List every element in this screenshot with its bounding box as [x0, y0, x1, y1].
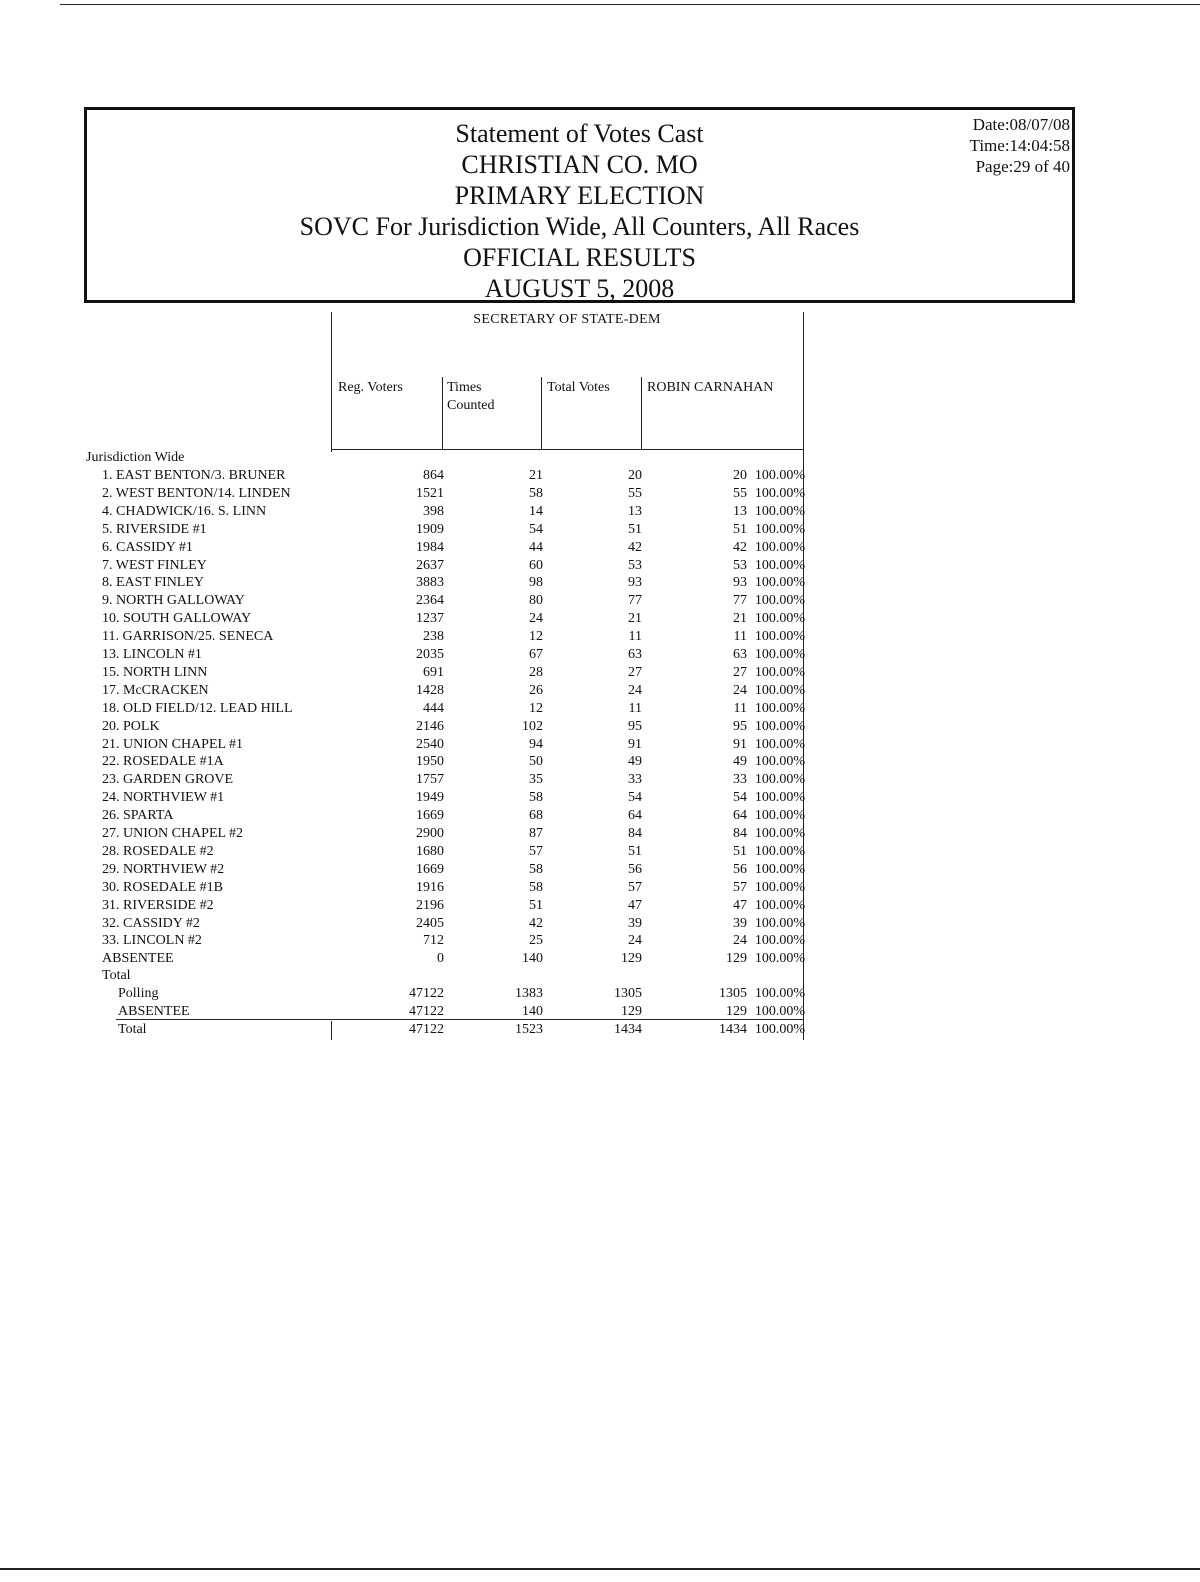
- row-name: 6. CASSIDY #1: [102, 539, 193, 555]
- total-votes-value: 24: [628, 682, 642, 698]
- total-votes-value: 84: [628, 826, 642, 841]
- candidate-percent-value: 100.00%: [754, 575, 805, 591]
- row-name: 13. LINCOLN #1: [102, 647, 202, 662]
- candidate-percent-value: 100.00%: [754, 826, 805, 841]
- row-name: 11. GARRISON/25. SENECA: [102, 629, 274, 645]
- county-name: CHRISTIAN CO. MO: [461, 150, 698, 179]
- total-votes-value: 21: [628, 611, 642, 627]
- times-counted-value: 51: [529, 897, 543, 913]
- total-votes-value: 42: [628, 539, 642, 555]
- reg-voters-value: 3883: [416, 575, 444, 591]
- times-counted-value: 25: [529, 933, 543, 949]
- times-counted-value: 26: [529, 682, 543, 698]
- total-votes-value: 53: [628, 557, 642, 573]
- reg-voters-value: 1949: [416, 790, 444, 806]
- row-name: ABSENTEE: [118, 1004, 190, 1019]
- total-votes-value: 64: [628, 808, 642, 824]
- row-name: 15. NORTH LINN: [102, 664, 208, 680]
- table-row: [0, 467, 810, 485]
- candidate-percent-value: 100.00%: [754, 521, 805, 537]
- row-name: 31. RIVERSIDE #2: [102, 897, 214, 913]
- row-name: 23. GARDEN GROVE: [102, 772, 234, 788]
- row-name: 24. NORTHVIEW #1: [102, 790, 225, 806]
- reg-voters-value: 1237: [416, 611, 444, 627]
- times-counted-value: 98: [529, 575, 543, 591]
- totals-label-row: [0, 967, 810, 985]
- reg-voters-value: 238: [423, 629, 444, 645]
- total-underline: [116, 1019, 804, 1020]
- candidate-percent-value: 100.00%: [754, 754, 805, 770]
- times-counted-value: 12: [529, 700, 543, 716]
- row-name: Polling: [118, 986, 159, 1001]
- table-row: [0, 646, 810, 664]
- total-votes-value: 63: [628, 647, 642, 662]
- reg-voters-value: 1757: [416, 772, 444, 788]
- table-row: [0, 503, 810, 521]
- candidate-percent-value: 100.00%: [754, 485, 805, 501]
- row-name: 9. NORTH GALLOWAY: [102, 593, 245, 609]
- candidate-votes-value: 95: [733, 718, 747, 734]
- candidate-votes-value: 39: [733, 915, 747, 931]
- total-votes-value: 55: [628, 485, 642, 501]
- reg-voters-value: 2035: [416, 647, 444, 662]
- row-name: 26. SPARTA: [102, 808, 174, 824]
- report-title-block: [87, 118, 1072, 304]
- table-row: [0, 1021, 810, 1039]
- times-counted-value: 80: [529, 593, 543, 609]
- row-name: 30. ROSEDALE #1B: [102, 879, 223, 895]
- candidate-votes-value: 84: [733, 826, 747, 841]
- total-votes-value: 57: [628, 879, 642, 895]
- row-name: 10. SOUTH GALLOWAY: [102, 611, 252, 627]
- times-counted-value: 1383: [515, 986, 543, 1001]
- candidate-percent-value: 100.00%: [754, 951, 805, 967]
- reg-voters-value: 1950: [416, 754, 444, 770]
- reg-voters-value: 1521: [416, 485, 444, 501]
- col-header-reg-voters: Reg. Voters: [338, 380, 403, 395]
- table-row: [0, 985, 810, 1003]
- candidate-votes-value: 56: [733, 861, 747, 877]
- candidate-percent-value: 100.00%: [754, 843, 805, 859]
- table-row: [0, 485, 810, 503]
- total-votes-value: 129: [621, 1004, 642, 1019]
- col-divider-times: [442, 377, 443, 450]
- table-row: [0, 718, 810, 736]
- candidate-votes-value: 55: [733, 485, 747, 501]
- candidate-votes-value: 63: [733, 647, 747, 662]
- candidate-votes-value: 1305: [719, 986, 747, 1001]
- row-name: 8. EAST FINLEY: [102, 575, 205, 591]
- row-name: 20. POLK: [102, 718, 160, 734]
- page-number: Page:29 of 40: [975, 157, 1070, 176]
- table-row: [0, 736, 810, 754]
- times-counted-value: 14: [529, 503, 543, 519]
- candidate-votes-value: 129: [726, 1004, 747, 1019]
- reg-voters-value: 47122: [409, 986, 444, 1001]
- reg-voters-value: 864: [423, 468, 444, 483]
- candidate-percent-value: 100.00%: [754, 897, 805, 913]
- times-counted-value: 58: [529, 879, 543, 895]
- candidate-votes-value: 54: [733, 790, 747, 806]
- col-divider-candidate: [641, 377, 642, 450]
- candidate-percent-value: 100.00%: [754, 986, 805, 1001]
- candidate-votes-value: 91: [733, 736, 747, 752]
- times-counted-value: 12: [529, 629, 543, 645]
- candidate-votes-value: 24: [733, 933, 747, 949]
- col-header-candidate: ROBIN CARNAHAN: [647, 380, 774, 395]
- candidate-percent-value: 100.00%: [754, 664, 805, 680]
- times-counted-value: 67: [529, 647, 543, 662]
- times-counted-value: 68: [529, 808, 543, 824]
- total-votes-value: 24: [628, 933, 642, 949]
- row-name: ABSENTEE: [102, 951, 174, 967]
- candidate-percent-value: 100.00%: [754, 557, 805, 573]
- candidate-votes-value: 33: [733, 772, 747, 788]
- candidate-votes-value: 51: [733, 843, 747, 859]
- table-row: [0, 521, 810, 539]
- table-row: [0, 879, 810, 897]
- candidate-percent-value: 100.00%: [754, 772, 805, 788]
- reg-voters-value: 2364: [416, 593, 444, 609]
- candidate-votes-value: 47: [733, 897, 747, 913]
- candidate-percent-value: 100.00%: [754, 861, 805, 877]
- candidate-votes-value: 51: [733, 521, 747, 537]
- candidate-votes-value: 21: [733, 611, 747, 627]
- table-row: [0, 592, 810, 610]
- total-votes-value: 11: [628, 700, 642, 716]
- reg-voters-value: 2146: [416, 718, 444, 734]
- table-row: [0, 789, 810, 807]
- times-counted-value: 21: [529, 468, 543, 483]
- times-counted-value: 54: [529, 521, 543, 537]
- section-label-row: [0, 449, 810, 467]
- table-row: [0, 539, 810, 557]
- candidate-percent-value: 100.00%: [754, 933, 805, 949]
- candidate-percent-value: 100.00%: [754, 611, 805, 627]
- results-status: OFFICIAL RESULTS: [463, 243, 696, 272]
- reg-voters-value: 444: [423, 700, 444, 716]
- row-name: 21. UNION CHAPEL #1: [102, 736, 244, 752]
- reg-voters-value: 2637: [416, 557, 444, 573]
- table-row: [0, 932, 810, 950]
- row-name: 28. ROSEDALE #2: [102, 843, 214, 859]
- candidate-percent-value: 100.00%: [754, 1022, 805, 1037]
- reg-voters-value: 47122: [409, 1004, 444, 1019]
- times-counted-value: 50: [529, 754, 543, 770]
- row-name: 18. OLD FIELD/12. LEAD HILL: [102, 700, 293, 716]
- candidate-votes-value: 77: [733, 593, 747, 609]
- candidate-votes-value: 1434: [719, 1022, 747, 1037]
- times-counted-value: 60: [529, 557, 543, 573]
- times-counted-value: 24: [529, 611, 543, 627]
- candidate-percent-value: 100.00%: [754, 503, 805, 519]
- row-name: 33. LINCOLN #2: [102, 933, 202, 949]
- table-row: [0, 843, 810, 861]
- total-votes-value: 1434: [614, 1022, 642, 1037]
- race-title: SECRETARY OF STATE-DEM: [473, 312, 661, 327]
- candidate-percent-value: 100.00%: [754, 629, 805, 645]
- candidate-votes-value: 64: [733, 808, 747, 824]
- times-counted-value: 57: [529, 843, 543, 859]
- total-votes-value: 51: [628, 521, 642, 537]
- table-row: [0, 664, 810, 682]
- times-counted-value: 42: [529, 915, 543, 931]
- total-votes-value: 93: [628, 575, 642, 591]
- candidate-percent-value: 100.00%: [754, 808, 805, 824]
- candidate-votes-value: 57: [733, 879, 747, 895]
- total-votes-value: 1305: [614, 986, 642, 1001]
- times-counted-value: 102: [522, 718, 543, 734]
- table-row: [0, 825, 810, 843]
- reg-voters-value: 2405: [416, 915, 444, 931]
- candidate-percent-value: 100.00%: [754, 647, 805, 662]
- candidate-percent-value: 100.00%: [754, 1004, 805, 1019]
- row-name: 27. UNION CHAPEL #2: [102, 826, 244, 841]
- reg-voters-value: 712: [423, 933, 444, 949]
- times-counted-value: 140: [522, 1004, 543, 1019]
- report-title: Statement of Votes Cast: [455, 119, 704, 148]
- total-votes-value: 129: [621, 951, 642, 967]
- col-header-times-counted: [447, 379, 494, 415]
- candidate-votes-value: 42: [733, 539, 747, 555]
- reg-voters-value: 1669: [416, 861, 444, 877]
- candidate-percent-value: 100.00%: [754, 700, 805, 716]
- col-divider-total: [541, 377, 542, 450]
- total-votes-value: 13: [628, 503, 642, 519]
- total-votes-value: 77: [628, 593, 642, 609]
- table-left-rule: [331, 312, 332, 452]
- candidate-votes-value: 93: [733, 575, 747, 591]
- row-name: 22. ROSEDALE #1A: [102, 754, 224, 770]
- table-row: [0, 771, 810, 789]
- times-counted-value: 87: [529, 826, 543, 841]
- times-counted-value: 94: [529, 736, 543, 752]
- reg-voters-value: 2900: [416, 826, 444, 841]
- times-counted-value: 44: [529, 539, 543, 555]
- reg-voters-value: 1984: [416, 539, 444, 555]
- reg-voters-value: 1680: [416, 843, 444, 859]
- col-header-total-votes: Total Votes: [547, 380, 610, 395]
- total-votes-value: 54: [628, 790, 642, 806]
- reg-voters-value: 1916: [416, 879, 444, 895]
- reg-voters-value: 1428: [416, 682, 444, 698]
- candidate-votes-value: 20: [733, 468, 747, 483]
- table-row: [0, 915, 810, 933]
- row-name: 2. WEST BENTON/14. LINDEN: [102, 485, 291, 501]
- row-name: 4. CHADWICK/16. S. LINN: [102, 503, 267, 519]
- candidate-votes-value: 49: [733, 754, 747, 770]
- candidate-votes-value: 27: [733, 664, 747, 680]
- total-votes-value: 11: [628, 629, 642, 645]
- times-counted-value: 58: [529, 861, 543, 877]
- table-row: [0, 861, 810, 879]
- report-stamp: [970, 114, 1070, 177]
- candidate-percent-value: 100.00%: [754, 790, 805, 806]
- times-counted-value: 58: [529, 485, 543, 501]
- table-row: [0, 807, 810, 825]
- row-name: Total: [118, 1022, 147, 1037]
- total-votes-value: 27: [628, 664, 642, 680]
- print-date: Date:08/07/08: [972, 115, 1070, 134]
- times-counted-value: 140: [522, 951, 543, 967]
- reg-voters-value: 691: [423, 664, 444, 680]
- col-header-times-line1: Times: [447, 380, 482, 395]
- reg-voters-value: 0: [437, 951, 444, 967]
- reg-voters-value: 2540: [416, 736, 444, 752]
- candidate-percent-value: 100.00%: [754, 736, 805, 752]
- table-row: [0, 700, 810, 718]
- total-votes-value: 47: [628, 897, 642, 913]
- reg-voters-value: 2196: [416, 897, 444, 913]
- table-row: [0, 950, 810, 968]
- totals-label: Total: [102, 968, 131, 983]
- report-scope: SOVC For Jurisdiction Wide, All Counters, All Races: [299, 212, 860, 241]
- table-row: [0, 557, 810, 575]
- top-rule: [60, 4, 1200, 5]
- total-left-tick: [331, 1021, 332, 1040]
- table-row: [0, 682, 810, 700]
- candidate-votes-value: 53: [733, 557, 747, 573]
- times-counted-value: 1523: [515, 1022, 543, 1037]
- total-votes-value: 56: [628, 861, 642, 877]
- candidate-percent-value: 100.00%: [754, 682, 805, 698]
- candidate-votes-value: 11: [733, 629, 747, 645]
- table-row: [0, 628, 810, 646]
- election-date: AUGUST 5, 2008: [484, 274, 675, 303]
- row-name: 32. CASSIDY #2: [102, 915, 200, 931]
- election-name: PRIMARY ELECTION: [454, 181, 705, 210]
- reg-voters-value: 398: [423, 503, 444, 519]
- section-label: Jurisdiction Wide: [86, 450, 185, 465]
- total-votes-value: 49: [628, 754, 642, 770]
- row-name: 5. RIVERSIDE #1: [102, 521, 207, 537]
- row-name: 29. NORTHVIEW #2: [102, 861, 225, 877]
- total-votes-value: 95: [628, 718, 642, 734]
- times-counted-value: 28: [529, 664, 543, 680]
- candidate-percent-value: 100.00%: [754, 593, 805, 609]
- row-name: 7. WEST FINLEY: [102, 557, 207, 573]
- row-name: 1. EAST BENTON/3. BRUNER: [102, 468, 286, 483]
- candidate-votes-value: 129: [726, 951, 747, 967]
- candidate-percent-value: 100.00%: [754, 879, 805, 895]
- candidate-percent-value: 100.00%: [754, 539, 805, 555]
- row-name: 17. McCRACKEN: [102, 682, 209, 698]
- table-row: [0, 897, 810, 915]
- table-row: [0, 753, 810, 771]
- candidate-percent-value: 100.00%: [754, 468, 805, 483]
- bottom-rule: [0, 1568, 1200, 1570]
- candidate-votes-value: 11: [733, 700, 747, 716]
- total-votes-value: 91: [628, 736, 642, 752]
- total-votes-value: 33: [628, 772, 642, 788]
- candidate-percent-value: 100.00%: [754, 718, 805, 734]
- times-counted-value: 35: [529, 772, 543, 788]
- reg-voters-value: 47122: [409, 1022, 444, 1037]
- times-counted-value: 58: [529, 790, 543, 806]
- col-header-times-line2: Counted: [447, 398, 495, 413]
- total-votes-value: 51: [628, 843, 642, 859]
- candidate-votes-value: 24: [733, 682, 747, 698]
- table-row: [0, 574, 810, 592]
- report-header: [84, 107, 1075, 303]
- candidate-percent-value: 100.00%: [754, 915, 805, 931]
- candidate-votes-value: 13: [733, 503, 747, 519]
- total-votes-value: 20: [628, 468, 642, 483]
- print-time: Time:14:04:58: [969, 136, 1070, 155]
- table-row: [0, 610, 810, 628]
- reg-voters-value: 1909: [416, 521, 444, 537]
- reg-voters-value: 1669: [416, 808, 444, 824]
- total-votes-value: 39: [628, 915, 642, 931]
